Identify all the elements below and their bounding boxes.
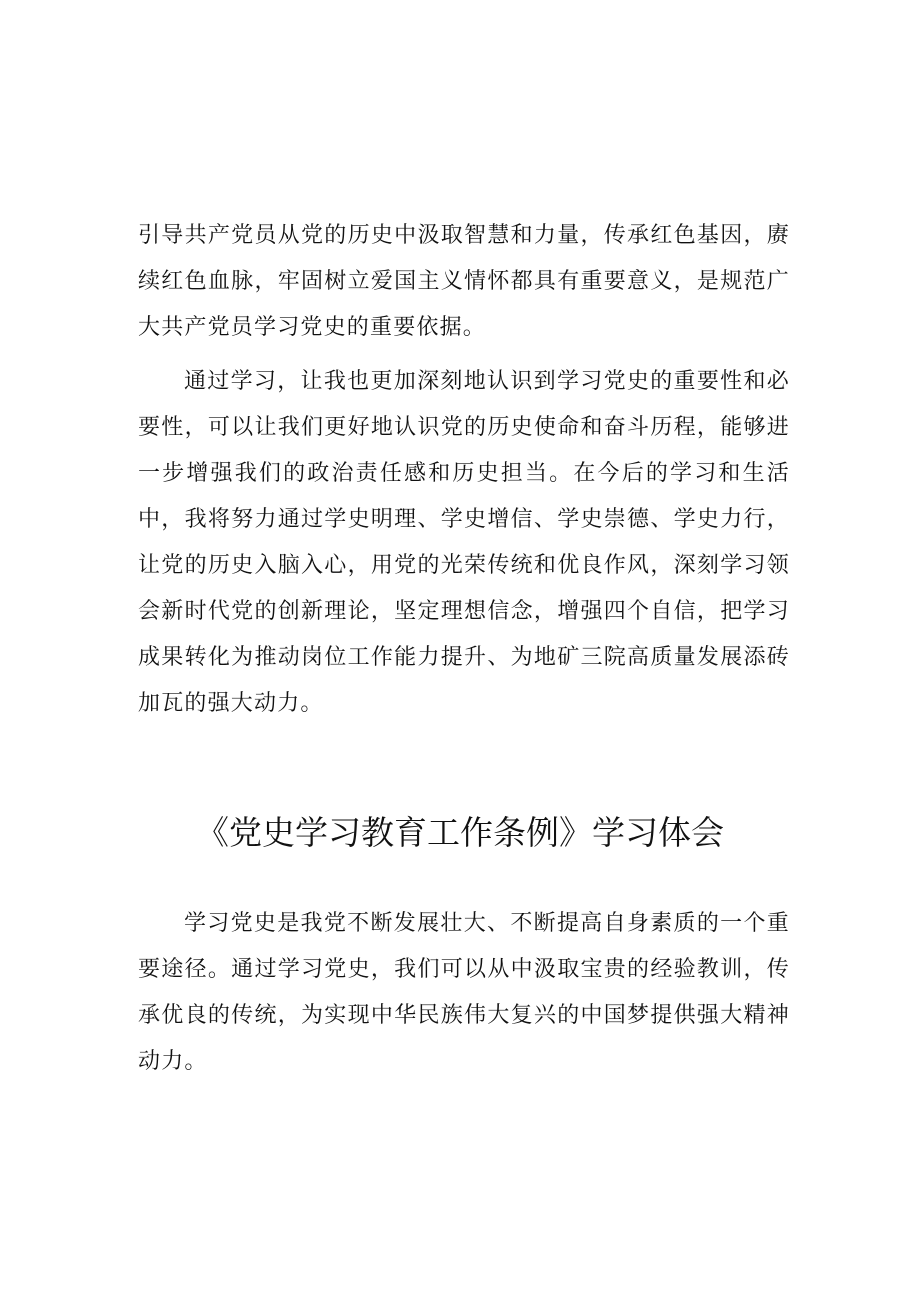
body-paragraph: 通过学习，让我也更加深刻地认识到学习党史的重要性和必要性，可以让我们更好地认识党的历史使命和奋斗历程，能够进一步增强我们的政治责任感和历史担当。在今后的学习和生活中，我将努力通过学史明理、学史增信、学史崇德、学史力行，让党的历史入脑入心，用党的光荣传统和优良作风，深刻学习领会新时代党的创新理论，坚定理想信念，增强四个自信，把学习成果转化为推动岗位工作能力提升、为地矿三院高质量发展添砖加瓦的强大动力。: [138, 369, 790, 716]
continued-paragraph: 引导共产党员从党的历史中汲取智慧和力量，传承红色基因，赓续红色血脉，牢固树立爱国主义情怀都具有重要意义，是规范广大共产党员学习党史的重要依据。: [138, 223, 790, 340]
section-body-paragraph: 学习党史是我党不断发展壮大、不断提高自身素质的一个重要途径。通过学习党史，我们可以从中汲取宝贵的经验教训，传承优良的传统，为实现中华民族伟大复兴的中国梦提供强大精神动力。: [138, 911, 790, 1074]
section-title: 《党史学习教育工作条例》学习体会: [196, 813, 724, 852]
